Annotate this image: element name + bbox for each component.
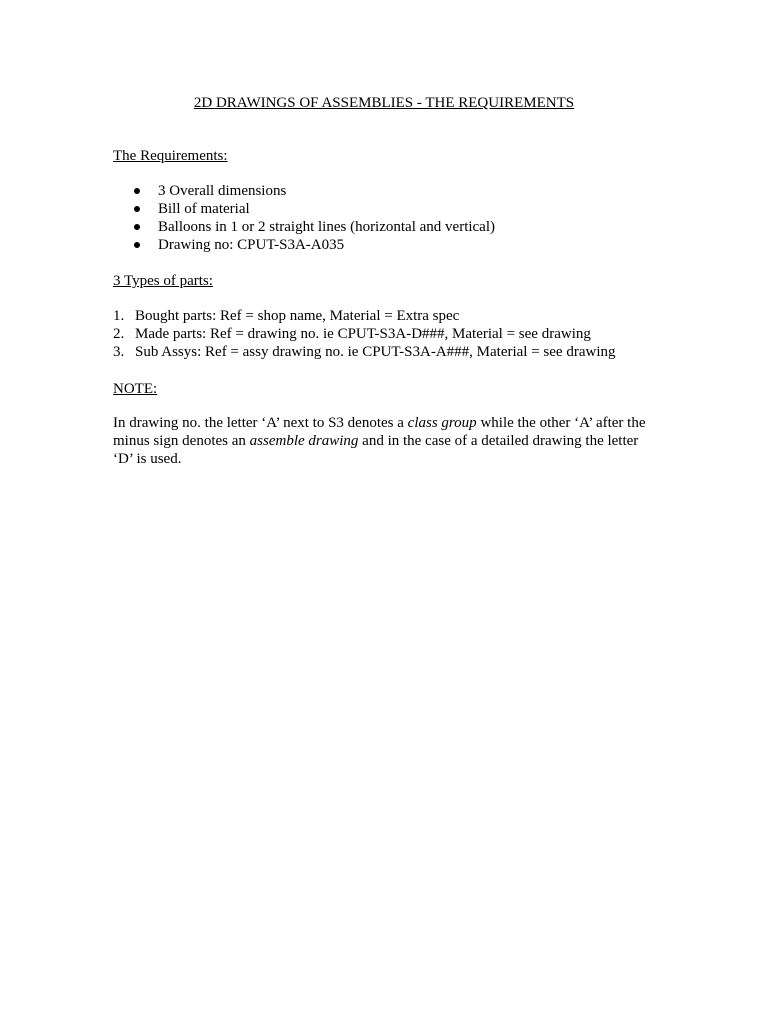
list-item-number: 2.	[113, 326, 125, 342]
list-item	[113, 200, 495, 218]
note-heading: NOTE:	[113, 381, 158, 397]
note-text: minus sign denotes an	[113, 433, 250, 449]
bullet-icon	[134, 242, 140, 248]
note-text: and in the case of a detailed drawing the letter	[358, 433, 639, 449]
list-item-text: Bill of material	[158, 201, 250, 217]
list-item-number: 3.	[113, 344, 125, 360]
note-line	[113, 432, 658, 450]
bullet-icon	[134, 206, 140, 212]
note-line	[113, 414, 658, 432]
requirements-heading: The Requirements:	[113, 148, 228, 164]
note-emphasis: assemble drawing	[249, 433, 359, 449]
list-item-text: 3 Overall dimensions	[158, 183, 287, 199]
parts-heading: 3 Types of parts:	[113, 273, 213, 289]
list-item	[113, 343, 616, 361]
note-text: while the other ‘A’ after the	[476, 415, 646, 431]
list-item	[113, 236, 495, 254]
list-item	[113, 182, 495, 200]
parts-list	[113, 307, 616, 361]
list-item	[113, 218, 495, 236]
list-item-text: Sub Assys: Ref = assy drawing no. ie CPUT-S3A-A###, Material = see drawing	[135, 344, 616, 360]
bullet-icon	[134, 188, 140, 194]
page-title: 2D DRAWINGS OF ASSEMBLIES - THE REQUIREMENTS	[193, 95, 575, 111]
list-item-text: Balloons in 1 or 2 straight lines (horizontal and vertical)	[158, 219, 496, 235]
list-item-text: Made parts: Ref = drawing no. ie CPUT-S3A-D###, Material = see drawing	[135, 326, 591, 342]
note-paragraph	[113, 414, 658, 468]
note-line: ‘D’ is used.	[113, 451, 182, 467]
bullet-icon	[134, 224, 140, 230]
note-text: In drawing no. the letter ‘A’ next to S3 denotes a	[113, 415, 408, 431]
list-item	[113, 325, 616, 343]
list-item-number: 1.	[113, 308, 125, 324]
note-emphasis: class group	[407, 415, 477, 431]
list-item-text: Drawing no: CPUT-S3A-A035	[158, 237, 345, 253]
list-item-text: Bought parts: Ref = shop name, Material = Extra spec	[135, 308, 460, 324]
requirements-list	[113, 182, 495, 254]
list-item	[113, 307, 616, 325]
